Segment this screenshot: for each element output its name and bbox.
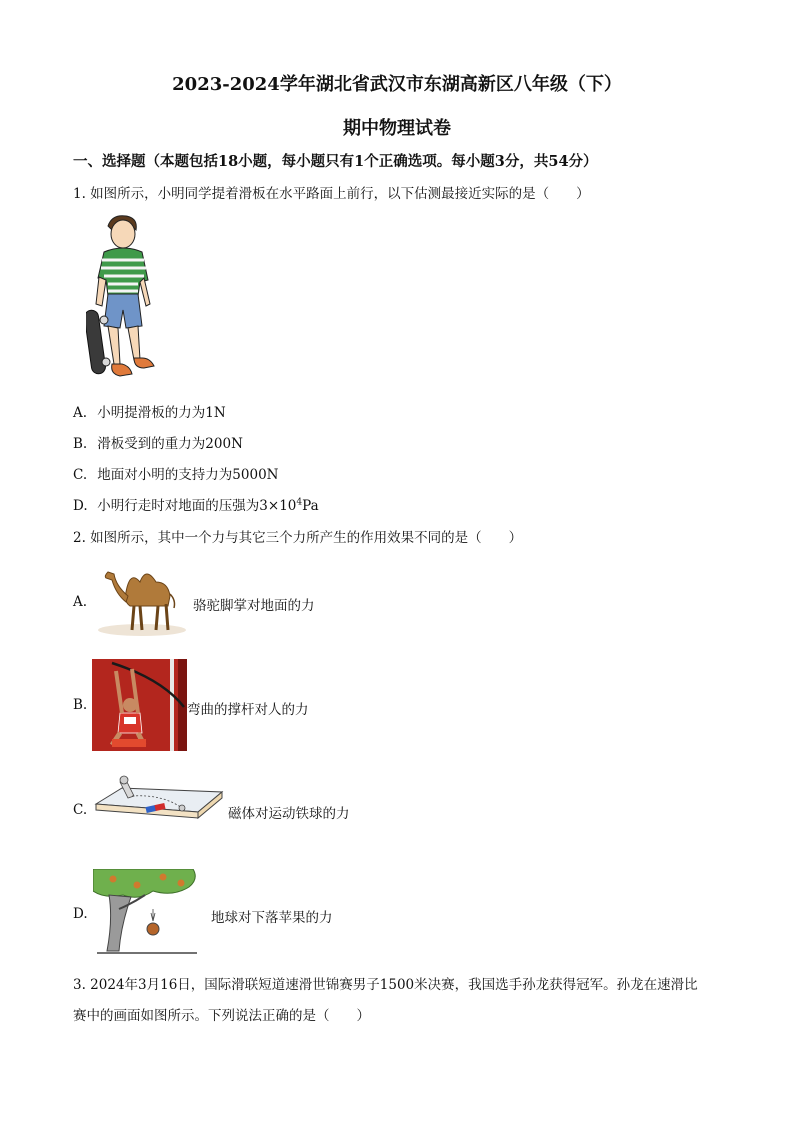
- q2-option-b-caption: 弯曲的撑杆对人的力: [187, 702, 309, 718]
- q1-option-b[interactable]: [73, 432, 243, 452]
- q2-option-d-label[interactable]: D.: [73, 906, 88, 922]
- q1-option-c[interactable]: [73, 463, 278, 483]
- section-heading: 一、选择题（本题包括18小题，每小题只有1个正确选项。每小题3分，共54分）: [73, 153, 598, 170]
- boy-skateboard-figure: [86, 214, 161, 386]
- option-text: 小明提滑板的力为1N: [97, 405, 226, 421]
- option-label: C.: [73, 467, 88, 483]
- question-3-line2: 赛中的画面如图所示。下列说法正确的是（ ）: [73, 1008, 370, 1024]
- magnet-ball-image: [92, 774, 228, 826]
- question-3-line1: 3. 2024年3月16日，国际滑联短道速滑世锦赛男子1500米决赛，我国选手孙龙获得冠军。孙龙在速滑比: [73, 977, 698, 993]
- q2-option-c-caption: 磁体对运动铁球的力: [228, 806, 350, 822]
- option-text: 滑板受到的重力为200N: [97, 436, 243, 452]
- pole-vault-image: [92, 659, 187, 751]
- option-text: 地面对小明的支持力为5000N: [97, 467, 279, 483]
- option-text: 小明行走时对地面的压强为$3\times 10^4Pa$: [97, 497, 319, 514]
- q2-option-b-label[interactable]: B.: [73, 697, 88, 713]
- q2-option-a-label[interactable]: A.: [73, 594, 88, 610]
- apple-tree-image: [93, 869, 201, 959]
- option-label: B.: [73, 436, 88, 452]
- question-1-text: 1. 如图所示，小明同学提着滑板在水平路面上前行，以下估测最接近实际的是（ ）: [73, 186, 590, 202]
- question-2-text: 2. 如图所示，其中一个力与其它三个力所产生的作用效果不同的是（ ）: [73, 530, 523, 546]
- q1-option-a[interactable]: [73, 401, 226, 421]
- q1-option-d[interactable]: [73, 494, 319, 514]
- option-label: A.: [73, 405, 88, 421]
- q2-option-a-caption: 骆驼脚掌对地面的力: [193, 598, 315, 614]
- camel-image: [96, 556, 188, 638]
- exam-title-line1: 2023-2024学年湖北省武汉市东湖高新区八年级（下）: [172, 74, 622, 95]
- exam-title-line2: 期中物理试卷: [343, 118, 451, 139]
- option-label: D.: [73, 498, 88, 514]
- q2-option-c-label[interactable]: C.: [73, 802, 88, 818]
- q2-option-d-caption: 地球对下落苹果的力: [211, 910, 333, 926]
